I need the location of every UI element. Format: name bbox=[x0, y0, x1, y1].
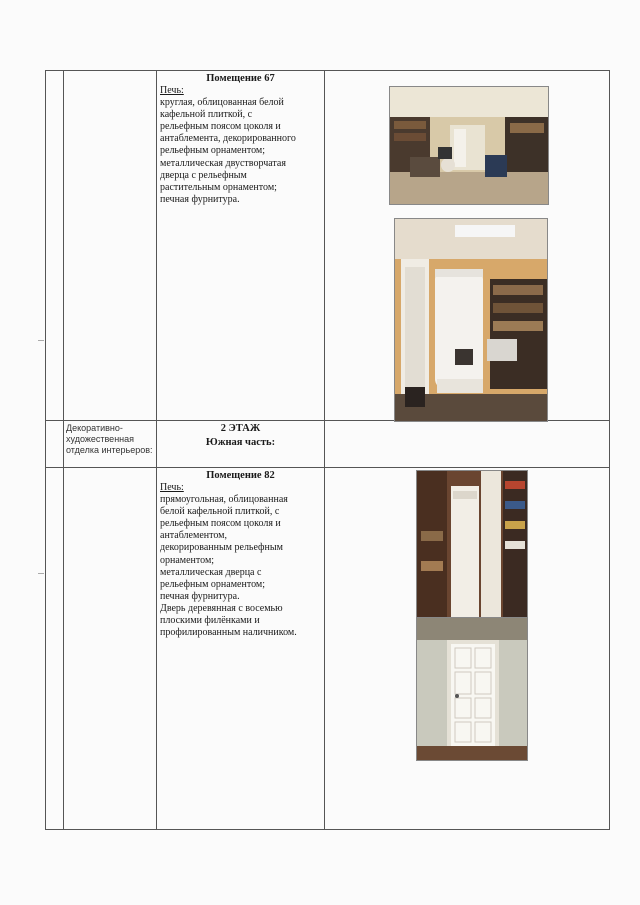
cell-category bbox=[64, 71, 157, 421]
desc-line: рельефным орнаментом; bbox=[160, 578, 265, 590]
scan-mark bbox=[38, 340, 44, 341]
desc-line: плоскими филёнками и bbox=[160, 615, 260, 627]
desc-line: белой кафельной плиткой, с bbox=[160, 506, 280, 518]
desc-line: рельефным орнаментом; bbox=[160, 145, 265, 157]
cell-index bbox=[46, 71, 64, 421]
desc-line: орнаментом; bbox=[160, 554, 215, 566]
category-label: Декоративно-художественная отделка интерьеров: bbox=[66, 423, 153, 455]
photo-round-stove bbox=[394, 218, 548, 422]
desc-line: Дверь деревянная с восемью bbox=[160, 602, 283, 614]
desc-line: антаблементом, bbox=[160, 530, 227, 542]
item-heading: Печь: bbox=[160, 85, 184, 96]
room-title: Помещение 82 bbox=[206, 470, 275, 481]
cell-description bbox=[157, 71, 325, 421]
photo-wooden-door bbox=[416, 617, 528, 761]
cell-description bbox=[157, 468, 325, 830]
floor-title: 2 ЭТАЖ bbox=[220, 423, 261, 434]
desc-line: металлическая двустворчатая bbox=[160, 157, 286, 169]
scan-mark bbox=[38, 573, 44, 574]
photo-office-interior bbox=[389, 86, 549, 205]
table-row bbox=[46, 421, 610, 468]
cell-category bbox=[64, 421, 157, 468]
cell-index bbox=[46, 468, 64, 830]
desc-line: профилированным наличником. bbox=[160, 627, 297, 639]
desc-line: декорированным рельефным bbox=[160, 542, 283, 554]
desc-line: рельефным поясом цоколя и bbox=[160, 518, 281, 530]
desc-line: растительным орнаментом; bbox=[160, 181, 277, 193]
cell-description bbox=[157, 421, 325, 468]
cell-category bbox=[64, 468, 157, 830]
cell-index bbox=[46, 421, 64, 468]
desc-line: прямоугольная, облицованная bbox=[160, 494, 288, 506]
desc-line: металлическая дверца с bbox=[160, 566, 262, 578]
photo-rectangular-stove bbox=[416, 470, 528, 619]
desc-line: печная фурнитура. bbox=[160, 193, 240, 205]
cell-photos bbox=[325, 421, 610, 468]
desc-line: круглая, облицованная белой bbox=[160, 97, 284, 109]
desc-line: печная фурнитура. bbox=[160, 590, 240, 602]
desc-line: рельефным поясом цоколя и bbox=[160, 121, 281, 133]
item-heading: Печь: bbox=[160, 482, 184, 493]
part-title: Южная часть: bbox=[205, 437, 276, 448]
desc-line: дверца с рельефным bbox=[160, 169, 247, 181]
room-title: Помещение 67 bbox=[206, 73, 275, 84]
desc-line: кафельной плиткой, с bbox=[160, 109, 253, 121]
desc-line: антаблемента, декорированного bbox=[160, 133, 296, 145]
